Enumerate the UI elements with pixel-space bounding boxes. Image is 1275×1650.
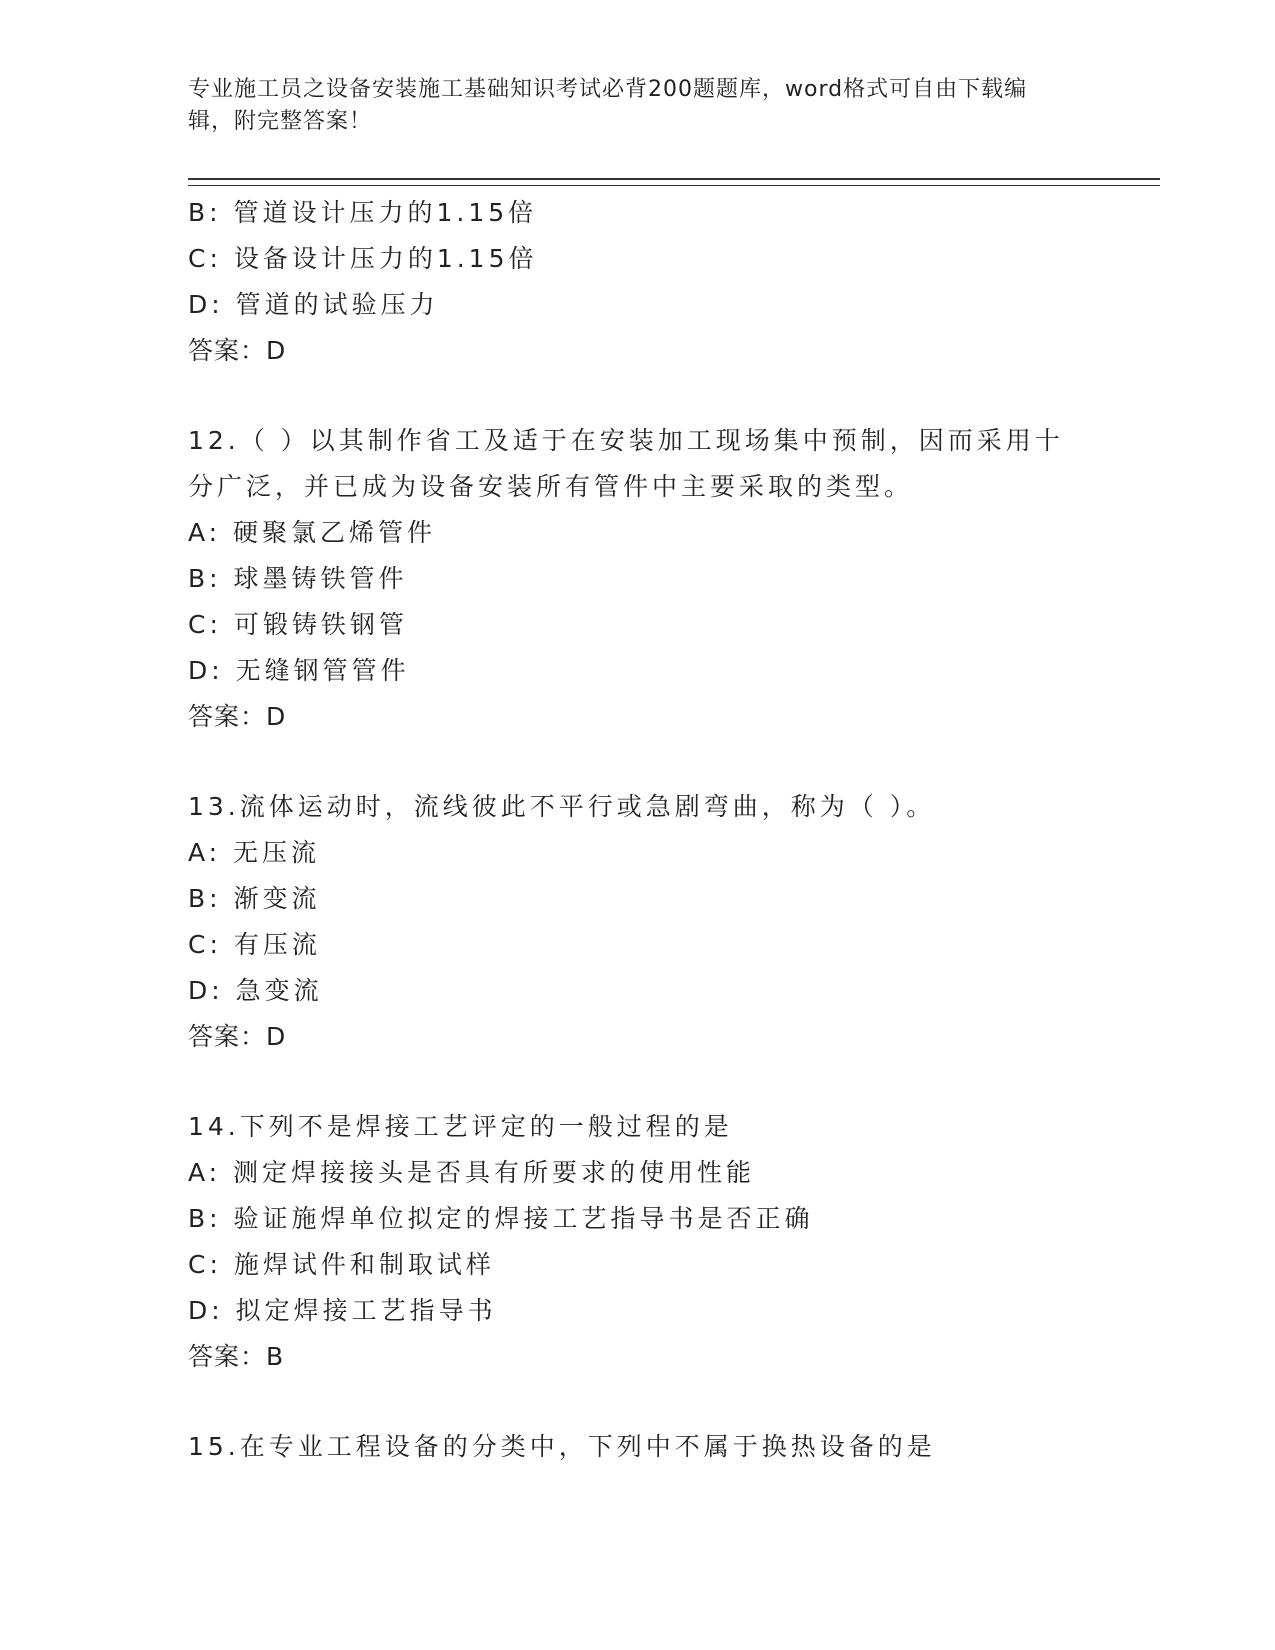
question-13 — [188, 784, 1068, 1060]
option-c: C: 有压流 — [188, 930, 321, 959]
option-b: B: 渐变流 — [188, 884, 321, 913]
header-title: 专业施工员之设备安装施工基础知识考试必背200题题库，word格式可自由下载编辑，附完整答案！ — [188, 77, 1028, 134]
option-b: B: 验证施焊单位拟定的焊接工艺指导书是否正确 — [188, 1204, 814, 1233]
option-c: C: 设备设计压力的1.15倍 — [188, 244, 538, 273]
question-text: 15.在专业工程设备的分类中，下列中不属于换热设备的是 — [188, 1432, 936, 1461]
option-d: D: 无缝钢管管件 — [188, 656, 410, 685]
option-c: C: 施焊试件和制取试样 — [188, 1250, 495, 1279]
question-11-tail — [188, 190, 1068, 374]
question-text: 14.下列不是焊接工艺评定的一般过程的是 — [188, 1112, 733, 1141]
question-12 — [188, 418, 1068, 740]
question-text: 13.流体运动时，流线彼此不平行或急剧弯曲，称为（ ）。 — [188, 792, 936, 821]
option-d: D: 急变流 — [188, 976, 323, 1005]
option-d: D: 管道的试验压力 — [188, 290, 439, 319]
option-a: A: 硬聚氯乙烯管件 — [188, 518, 437, 547]
option-a: A: 测定焊接接头是否具有所要求的使用性能 — [188, 1158, 756, 1187]
option-c: C: 可锻铸铁钢管 — [188, 610, 408, 639]
question-15 — [188, 1424, 1068, 1470]
answer: 答案：D — [188, 702, 287, 731]
question-14 — [188, 1104, 1068, 1380]
answer: 答案：D — [188, 1022, 287, 1051]
answer: 答案：D — [188, 336, 287, 365]
answer: 答案：B — [188, 1342, 285, 1371]
option-a: A: 无压流 — [188, 838, 321, 867]
question-text: 12.（ ）以其制作省工及适于在安装加工现场集中预制，因而采用十分广泛，并已成为设备安装所有管件中主要采取的类型。 — [188, 426, 1064, 501]
header-divider — [188, 178, 1160, 186]
option-b: B: 管道设计压力的1.15倍 — [188, 198, 538, 227]
document-body — [188, 190, 1068, 1470]
option-b: B: 球墨铸铁管件 — [188, 564, 408, 593]
document-header — [188, 74, 1068, 138]
option-d: D: 拟定焊接工艺指导书 — [188, 1296, 497, 1325]
